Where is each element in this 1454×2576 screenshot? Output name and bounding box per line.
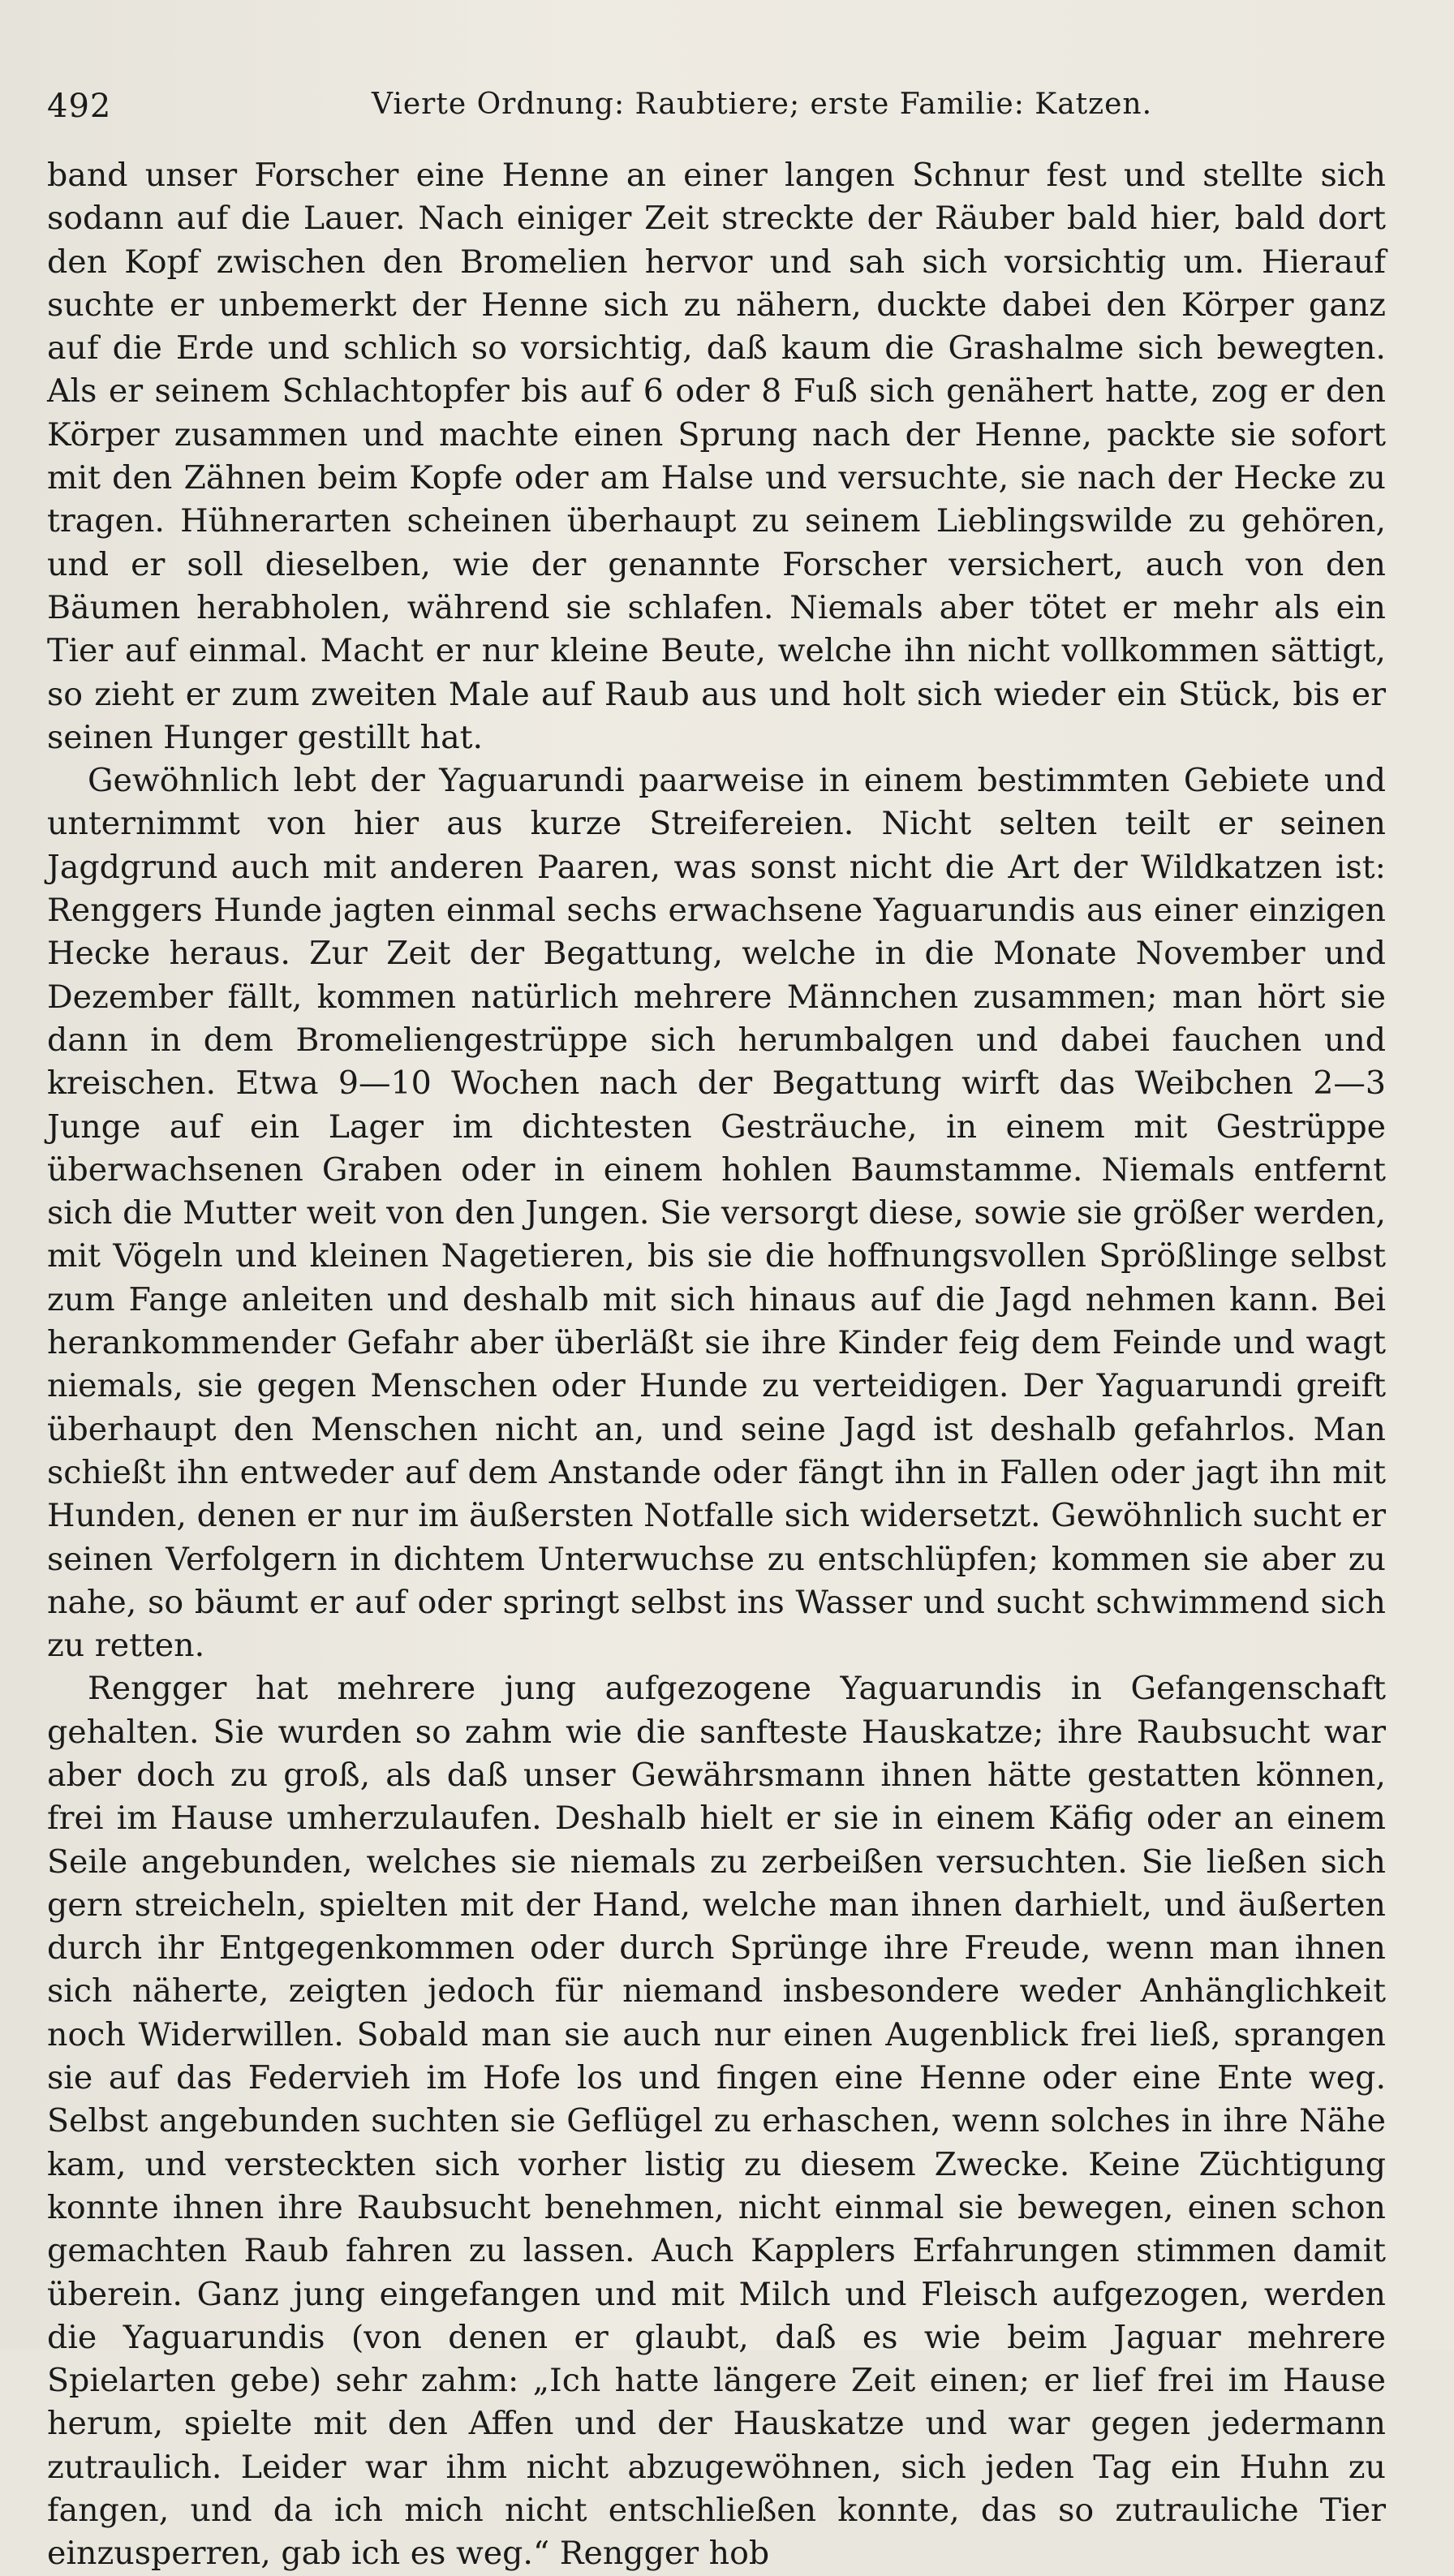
body-text — [47, 154, 1386, 2576]
page-number: 492 — [47, 88, 112, 125]
paragraph-3: Rengger hat mehrere jung aufgezogene Yaguarundis in Gefangenschaft gehalten. Sie wurden so zahm wie die sanfteste Hauskatze; ihre Raubsucht war aber doch zu groß, als daß unser Gewährsmann ihnen hätte gestatten können, frei im Hause umherzulaufen. Deshalb hielt er sie in einem Käfig oder an einem Seile angebunden, welches sie niemals zu zerbeißen versuchten. Sie ließen sich gern streicheln, spielten mit der Hand, welche man ihnen darhielt, und äußerten durch ihr Entgegenkommen oder durch Sprünge ihre Freude, wenn man ihnen sich näherte, zeigten jedoch für niemand insbesondere weder Anhänglichkeit noch Widerwillen. Sobald man sie auch nur einen Augenblick frei ließ, sprangen sie auf das Federvieh im Hofe los und fingen eine Henne oder eine Ente weg. Selbst angebunden suchten sie Geflügel zu erhaschen, wenn solches in ihre Nähe kam, und versteckten sich vorher listig zu diesem Zwecke. Keine Züchtigung konnte ihnen ihre Raubsucht benehmen, nicht einmal sie bewegen, einen schon gemachten Raub fahren zu lassen. Auch Kapplers Erfahrungen stimmen damit überein. Ganz jung eingefangen und mit Milch und Fleisch aufgezogen, werden die Yaguarundis (von denen er glaubt, daß es wie beim Jaguar mehrere Spielarten gebe) sehr zahm: „Ich hatte längere Zeit einen; er lief frei im Hause herum, spielte mit den Affen und der Hauskatze und war gegen jedermann zutraulich. Leider war ihm nicht abzugewöhnen, sich jeden Tag ein Huhn zu fangen, und da ich mich nicht entschließen konnte, das so zutrauliche Tier einzusperren, gab ich es weg.“ Rengger hob — [47, 1670, 1386, 2573]
running-head: Vierte Ordnung: Raubtiere; erste Familie: Katzen. — [372, 88, 1153, 121]
paragraph-1: band unser Forscher eine Henne an einer langen Schnur fest und stellte sich sodann auf die Lauer. Nach einiger Zeit streckte der Räuber bald hier, bald dort den Kopf zwischen den Bromelien hervor und sah sich vorsichtig um. Hierauf suchte er unbemerkt der Henne sich zu nähern, duckte dabei den Körper ganz auf die Erde und schlich so vorsichtig, daß kaum die Grashalme sich bewegten. Als er seinem Schlachtopfer bis auf 6 oder 8 Fuß sich genähert hatte, zog er den Körper zusammen und machte einen Sprung nach der Henne, packte sie sofort mit den Zähnen beim Kopfe oder am Halse und versuchte, sie nach der Hecke zu tragen. Hühnerarten scheinen überhaupt zu seinem Lieblingswilde zu gehören, und er soll dieselben, wie der genannte Forscher versichert, auch von den Bäumen herabholen, während sie schlafen. Niemals aber tötet er mehr als ein Tier auf einmal. Macht er nur kleine Beute, welche ihn nicht vollkommen sättigt, so zieht er zum zweiten Male auf Raub aus und holt sich wieder ein Stück, bis er seinen Hunger gestillt hat. — [47, 157, 1386, 756]
paragraph-2: Gewöhnlich lebt der Yaguarundi paarweise in einem bestimmten Gebiete und unternimmt von hier aus kurze Streifereien. Nicht selten teilt er seinen Jagdgrund auch mit anderen Paaren, was sonst nicht die Art der Wildkatzen ist: Renggers Hunde jagten einmal sechs erwachsene Yaguarundis aus einer einzigen Hecke heraus. Zur Zeit der Begattung, welche in die Monate November und Dezember fällt, kommen natürlich mehrere Männchen zusammen; man hört sie dann in dem Bromeliengestrüppe sich herumbalgen und dabei fauchen und kreischen. Etwa 9—10 Wochen nach der Begattung wirft das Weibchen 2—3 Junge auf ein Lager im dichtesten Gesträuche, in einem mit Gestrüppe überwachsenen Graben oder in einem hohlen Baumstamme. Niemals entfernt sich die Mutter weit von den Jungen. Sie versorgt diese, sowie sie größer werden, mit Vögeln und kleinen Nagetieren, bis sie die hoffnungsvollen Sprößlinge selbst zum Fange anleiten und deshalb mit sich hinaus auf die Jagd nehmen kann. Bei herankommender Gefahr aber überläßt sie ihre Kinder feig dem Feinde und wagt niemals, sie gegen Menschen oder Hunde zu verteidigen. Der Yaguarundi greift überhaupt den Menschen nicht an, und seine Jagd ist deshalb gefahrlos. Man schießt ihn entweder auf dem Anstande oder fängt ihn in Fallen oder jagt ihn mit Hunden, denen er nur im äußersten Notfalle sich widersetzt. Gewöhnlich sucht er seinen Verfolgern in dichtem Unterwuchse zu entschlüpfen; kommen sie aber zu nahe, so bäumt er auf oder springt selbst ins Wasser und sucht schwimmend sich zu retten. — [47, 762, 1386, 1665]
page-header — [47, 88, 1386, 136]
